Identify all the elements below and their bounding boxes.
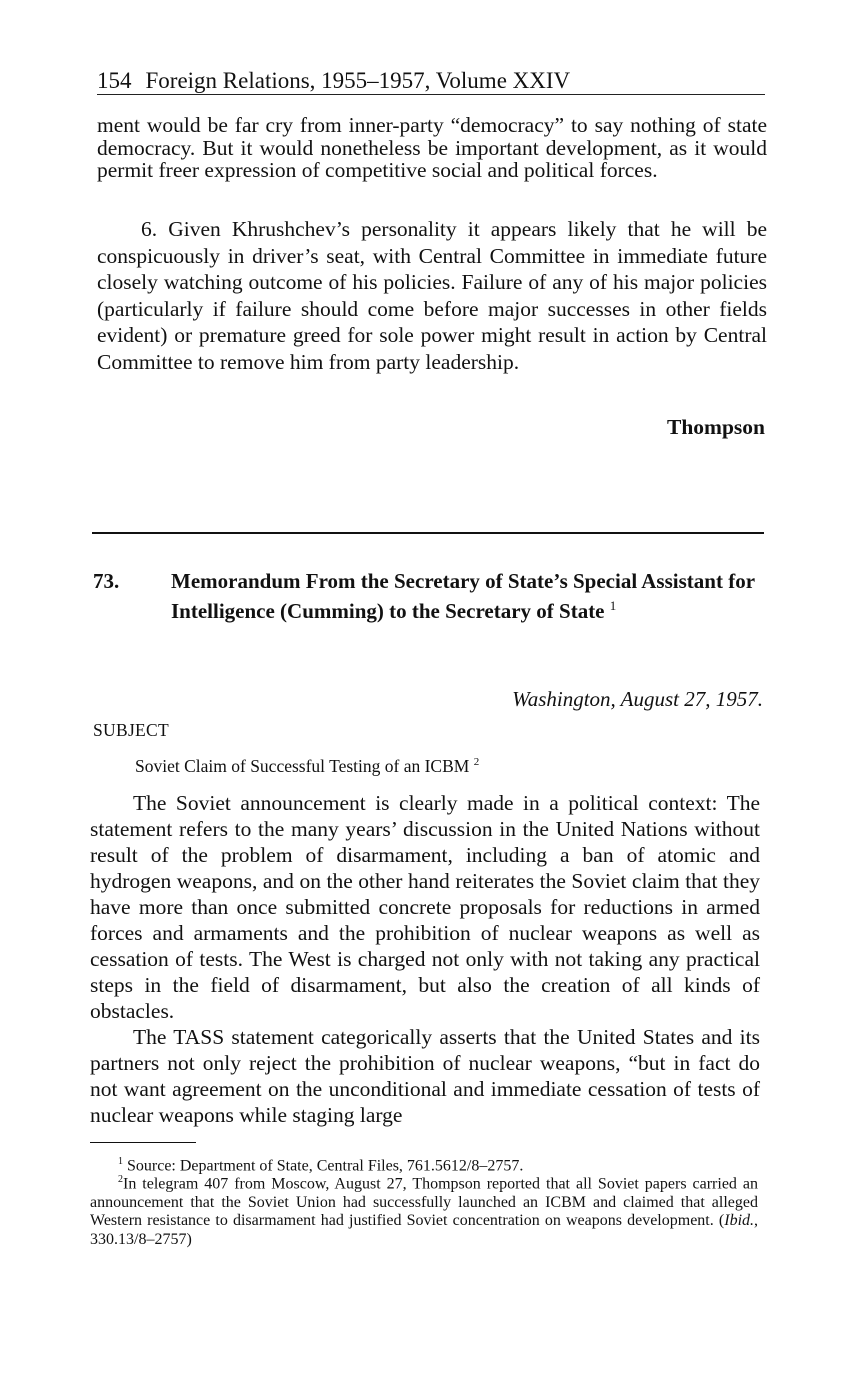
running-title: Foreign Relations, 1955–1957, Volume XXIV (145, 68, 571, 93)
footnote-2-mark: 2 (118, 1174, 123, 1185)
body-paragraph-1: The Soviet announcement is clearly made in a political context: The statement refers to the many years’ discussion in the United Nations without result of the problem of disarmament, including a ban of atomic and hydrogen weapons, and on the other hand reiterates the Soviet claim that they have more than once submitted concrete proposals for reductions in armed forces and armaments and the prohibition of nuclear weapons as well as cessation of tests. The West is charged not only with not taking any practical steps in the field of disarmament, but also the creation of all kinds of obstacles. (90, 791, 760, 1023)
section-divider (92, 532, 764, 534)
footnote-1-text: Source: Department of State, Central Files, 761.5612/8–2757. (127, 1157, 524, 1175)
document-title (171, 569, 766, 623)
footnote-rule (90, 1142, 196, 1143)
footnote-1-mark: 1 (118, 1156, 123, 1167)
dateline: Washington, August 27, 1957. (512, 687, 763, 711)
paragraph-6: 6. Given Khrushchev’s personality it appears likely that he will be conspicuously in driver’s seat, with Central Committee in immediate future closely watching outcome of his policies. Failure of any of his major policies (particularly if failure should come before major successes in other fields evident) or premature greed for sole power might result in action by Central Committee to remove him from party leadership. (97, 217, 767, 374)
footnote-ref-2[interactable]: 2 (473, 756, 480, 769)
subject-label: SUBJECT (93, 720, 170, 740)
footnote-2-citation: , 330.13/8–2757) (90, 1212, 759, 1248)
signature: Thompson (667, 415, 765, 439)
subject-line (135, 756, 479, 777)
footnote-ref-1[interactable]: 1 (609, 597, 617, 613)
page-number: 154 (97, 68, 132, 93)
document-title-text: Memorandum From the Secretary of State’s Special Assistant for Intelligence (Cumming) to the Secretary of State (171, 569, 755, 623)
document-number: 73. (93, 569, 120, 593)
body-paragraph-2: The TASS statement categorically asserts that the United States and its partners not only reject the prohibition of nuclear weapons, “but in fact do not want agreement on the unconditional and immediate cessation of tests of nuclear weapons while staging large (90, 1025, 760, 1127)
page-header (97, 68, 765, 95)
footnote-2: $^2$In telegram 407 from Moscow, August 27, Thompson reported that all Soviet papers carried an announcement that the Soviet Union had successfully launched an ICBM and claimed that alleged Western resistance to disarmament had justified Soviet concentration on weapons development. (Ibid., 330.13/8–2757) (90, 1174, 759, 1248)
footnote-2-text: In telegram 407 from Moscow, August 27, Thompson reported that all Soviet papers carried an announcement that the Soviet Union had successfully launched an ICBM and claimed that alleged Western resistance to disarmament had justified Soviet concentration on weapons development. (90, 1175, 758, 1230)
footnote-2-citation-italic: Ibid. (724, 1212, 755, 1230)
continuation-paragraph: ment would be far cry from inner-party “democracy” to say nothing of state democracy. But it would nonetheless be important development, as it would permit freer expression of competitive social and political forces. (97, 113, 767, 182)
subject-text: Soviet Claim of Successful Testing of an ICBM (135, 756, 470, 776)
